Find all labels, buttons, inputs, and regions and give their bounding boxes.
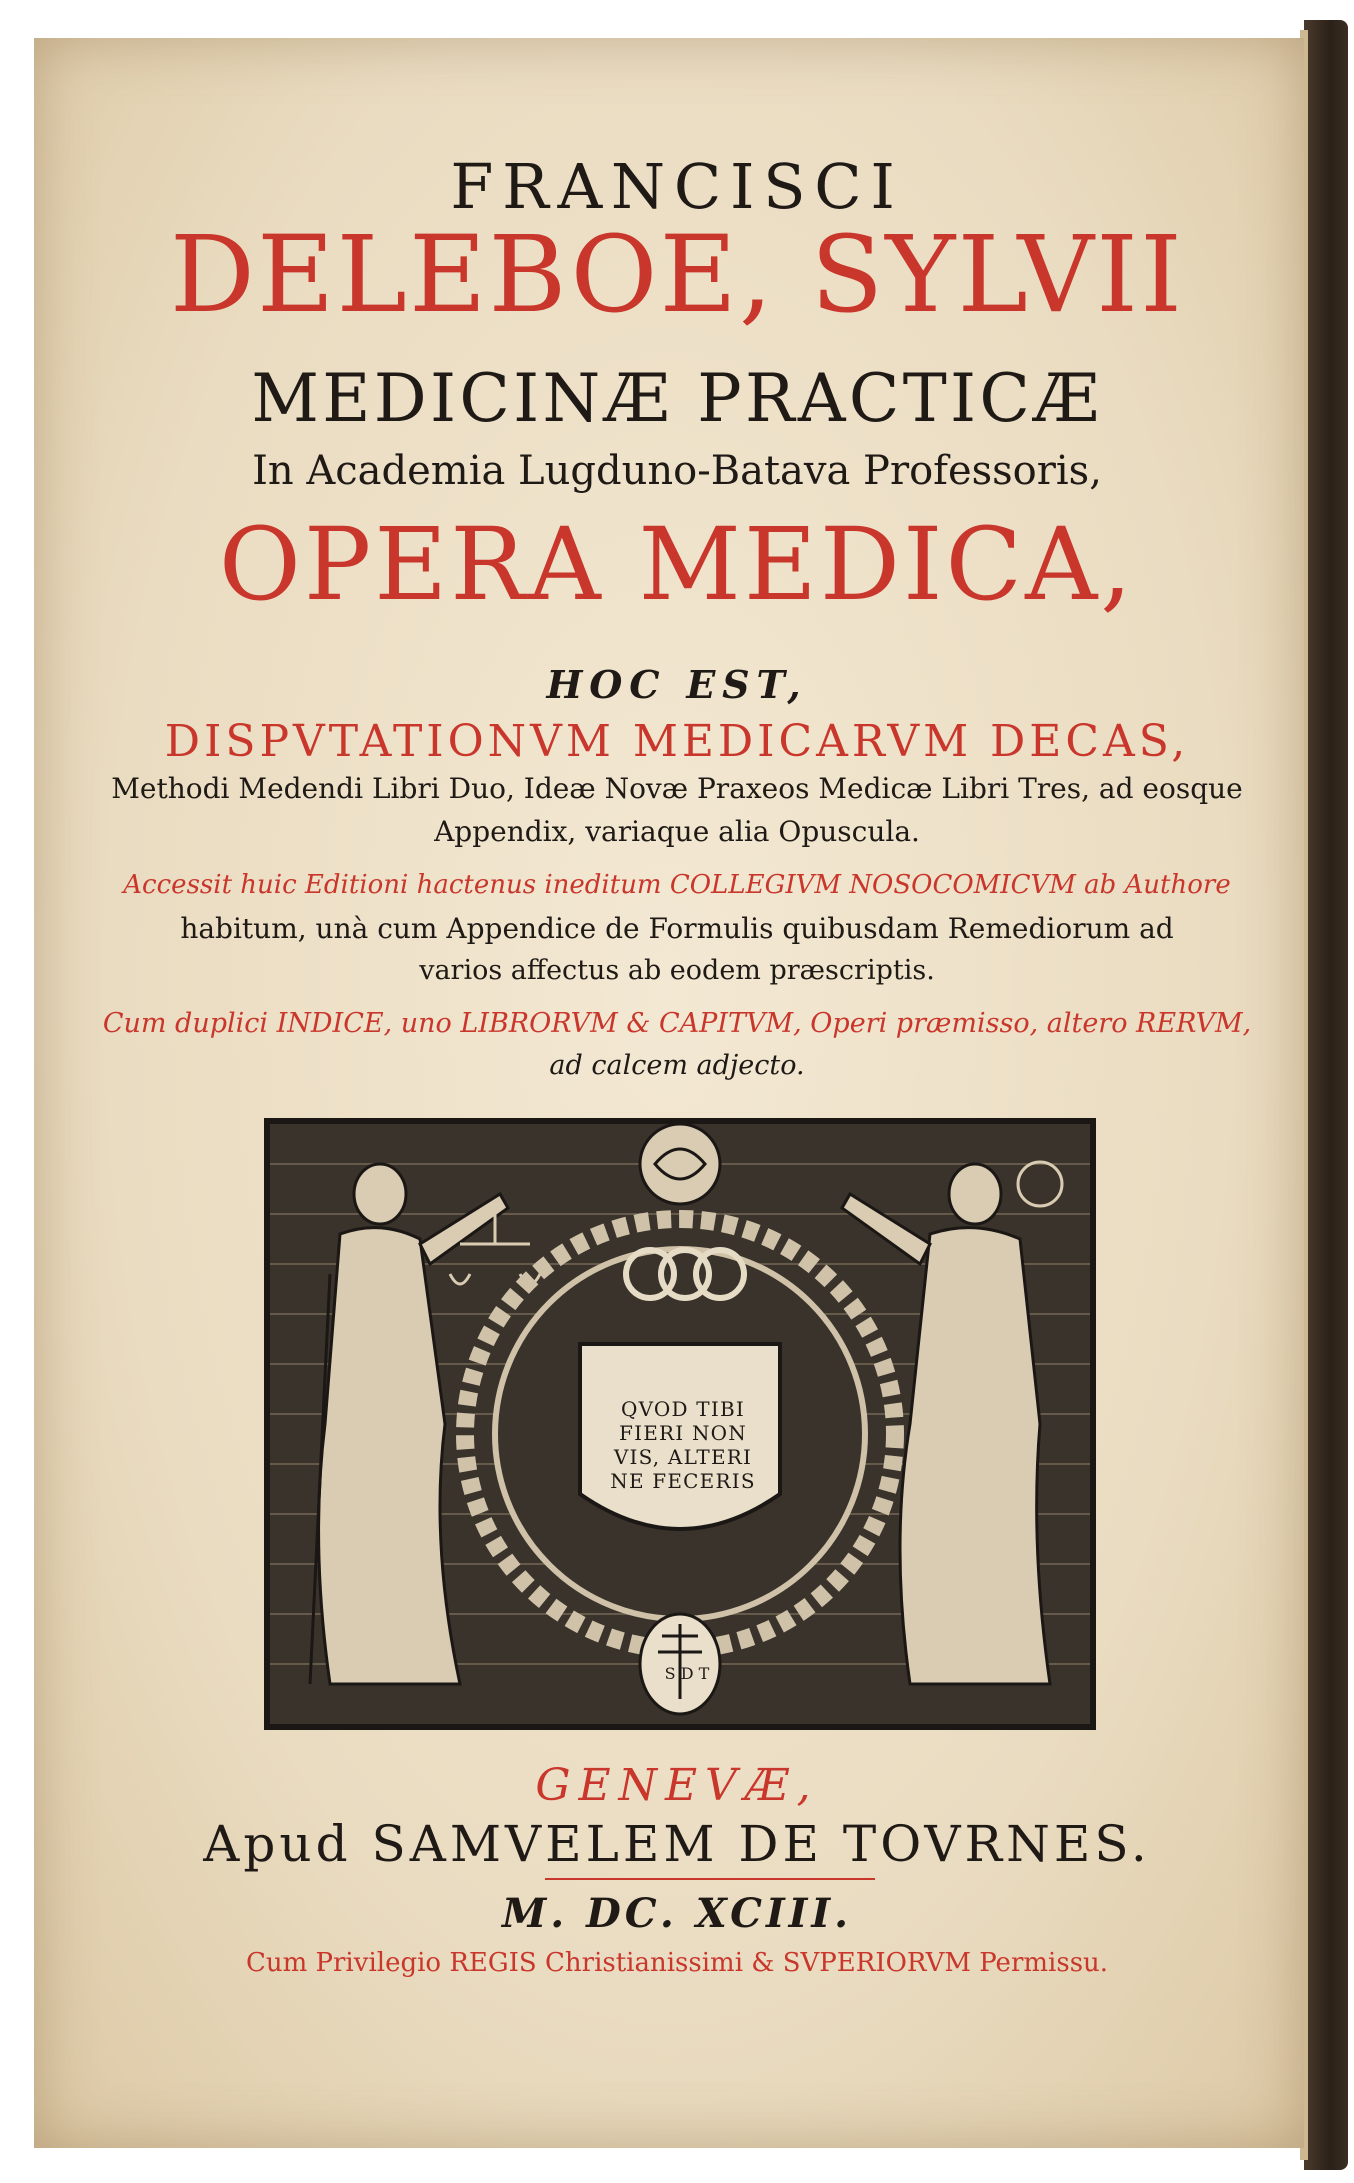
index-line-2: ad calcem adjecto. xyxy=(549,1050,805,1081)
printers-device-woodcut xyxy=(264,1118,1096,1730)
contents-line-2: Appendix, variaque alia Opuscula. xyxy=(434,815,920,848)
motto-line-3: VIS, ALTERI xyxy=(613,1445,753,1469)
divider-rule xyxy=(545,1878,875,1880)
privilege-line: Cum Privilegio REGIS Christianissimi & SVPERIORVM Permissu. xyxy=(245,1948,1109,1978)
motto-line-2: FIERI NON xyxy=(619,1421,747,1445)
index-line: Cum duplici INDICE, uno LIBRORVM & CAPITVM, Operi præmisso, altero RERVM, xyxy=(102,1008,1252,1039)
place-of-publication: GENEVÆ, xyxy=(535,1760,819,1811)
motto-line-1: QVOD TIBI xyxy=(621,1397,745,1421)
hoc-est-line: HOC EST, xyxy=(546,662,808,707)
motto-line-4: NE FECERIS xyxy=(610,1469,756,1493)
author-affiliation: In Academia Lugduno-Batava Professoris, xyxy=(252,448,1102,494)
printers-mark-letters: S D T xyxy=(664,1664,710,1683)
publisher-line: Apud SAMVELEM DE TOVRNES. xyxy=(203,1815,1151,1873)
contents-line-1: Methodi Medendi Libri Duo, Ideæ Novæ Praxeos Medicæ Libri Tres, ad eosque xyxy=(111,772,1243,805)
accessit-line: Accessit huic Editioni hactenus ineditum COLLEGIVM NOSOCOMICVM ab Authore xyxy=(123,870,1231,900)
habitum-line: habitum, unà cum Appendice de Formulis quibusdam Remediorum ad xyxy=(180,912,1174,945)
varios-line: varios affectus ab eodem præscriptis. xyxy=(419,955,935,986)
author-first-name: FRANCISCI xyxy=(450,150,904,223)
subtitle-disputationum: DISPVTATIONVM MEDICARVM DECAS, xyxy=(164,716,1190,767)
book-title: OPERA MEDICA, xyxy=(218,506,1136,623)
author-surname: DELEBOE, SYLVII xyxy=(169,213,1185,336)
motto-text xyxy=(588,1397,778,1493)
author-title: MEDICINÆ PRACTICÆ xyxy=(251,360,1103,437)
publication-year: M. DC. XCIII. xyxy=(501,1890,853,1937)
